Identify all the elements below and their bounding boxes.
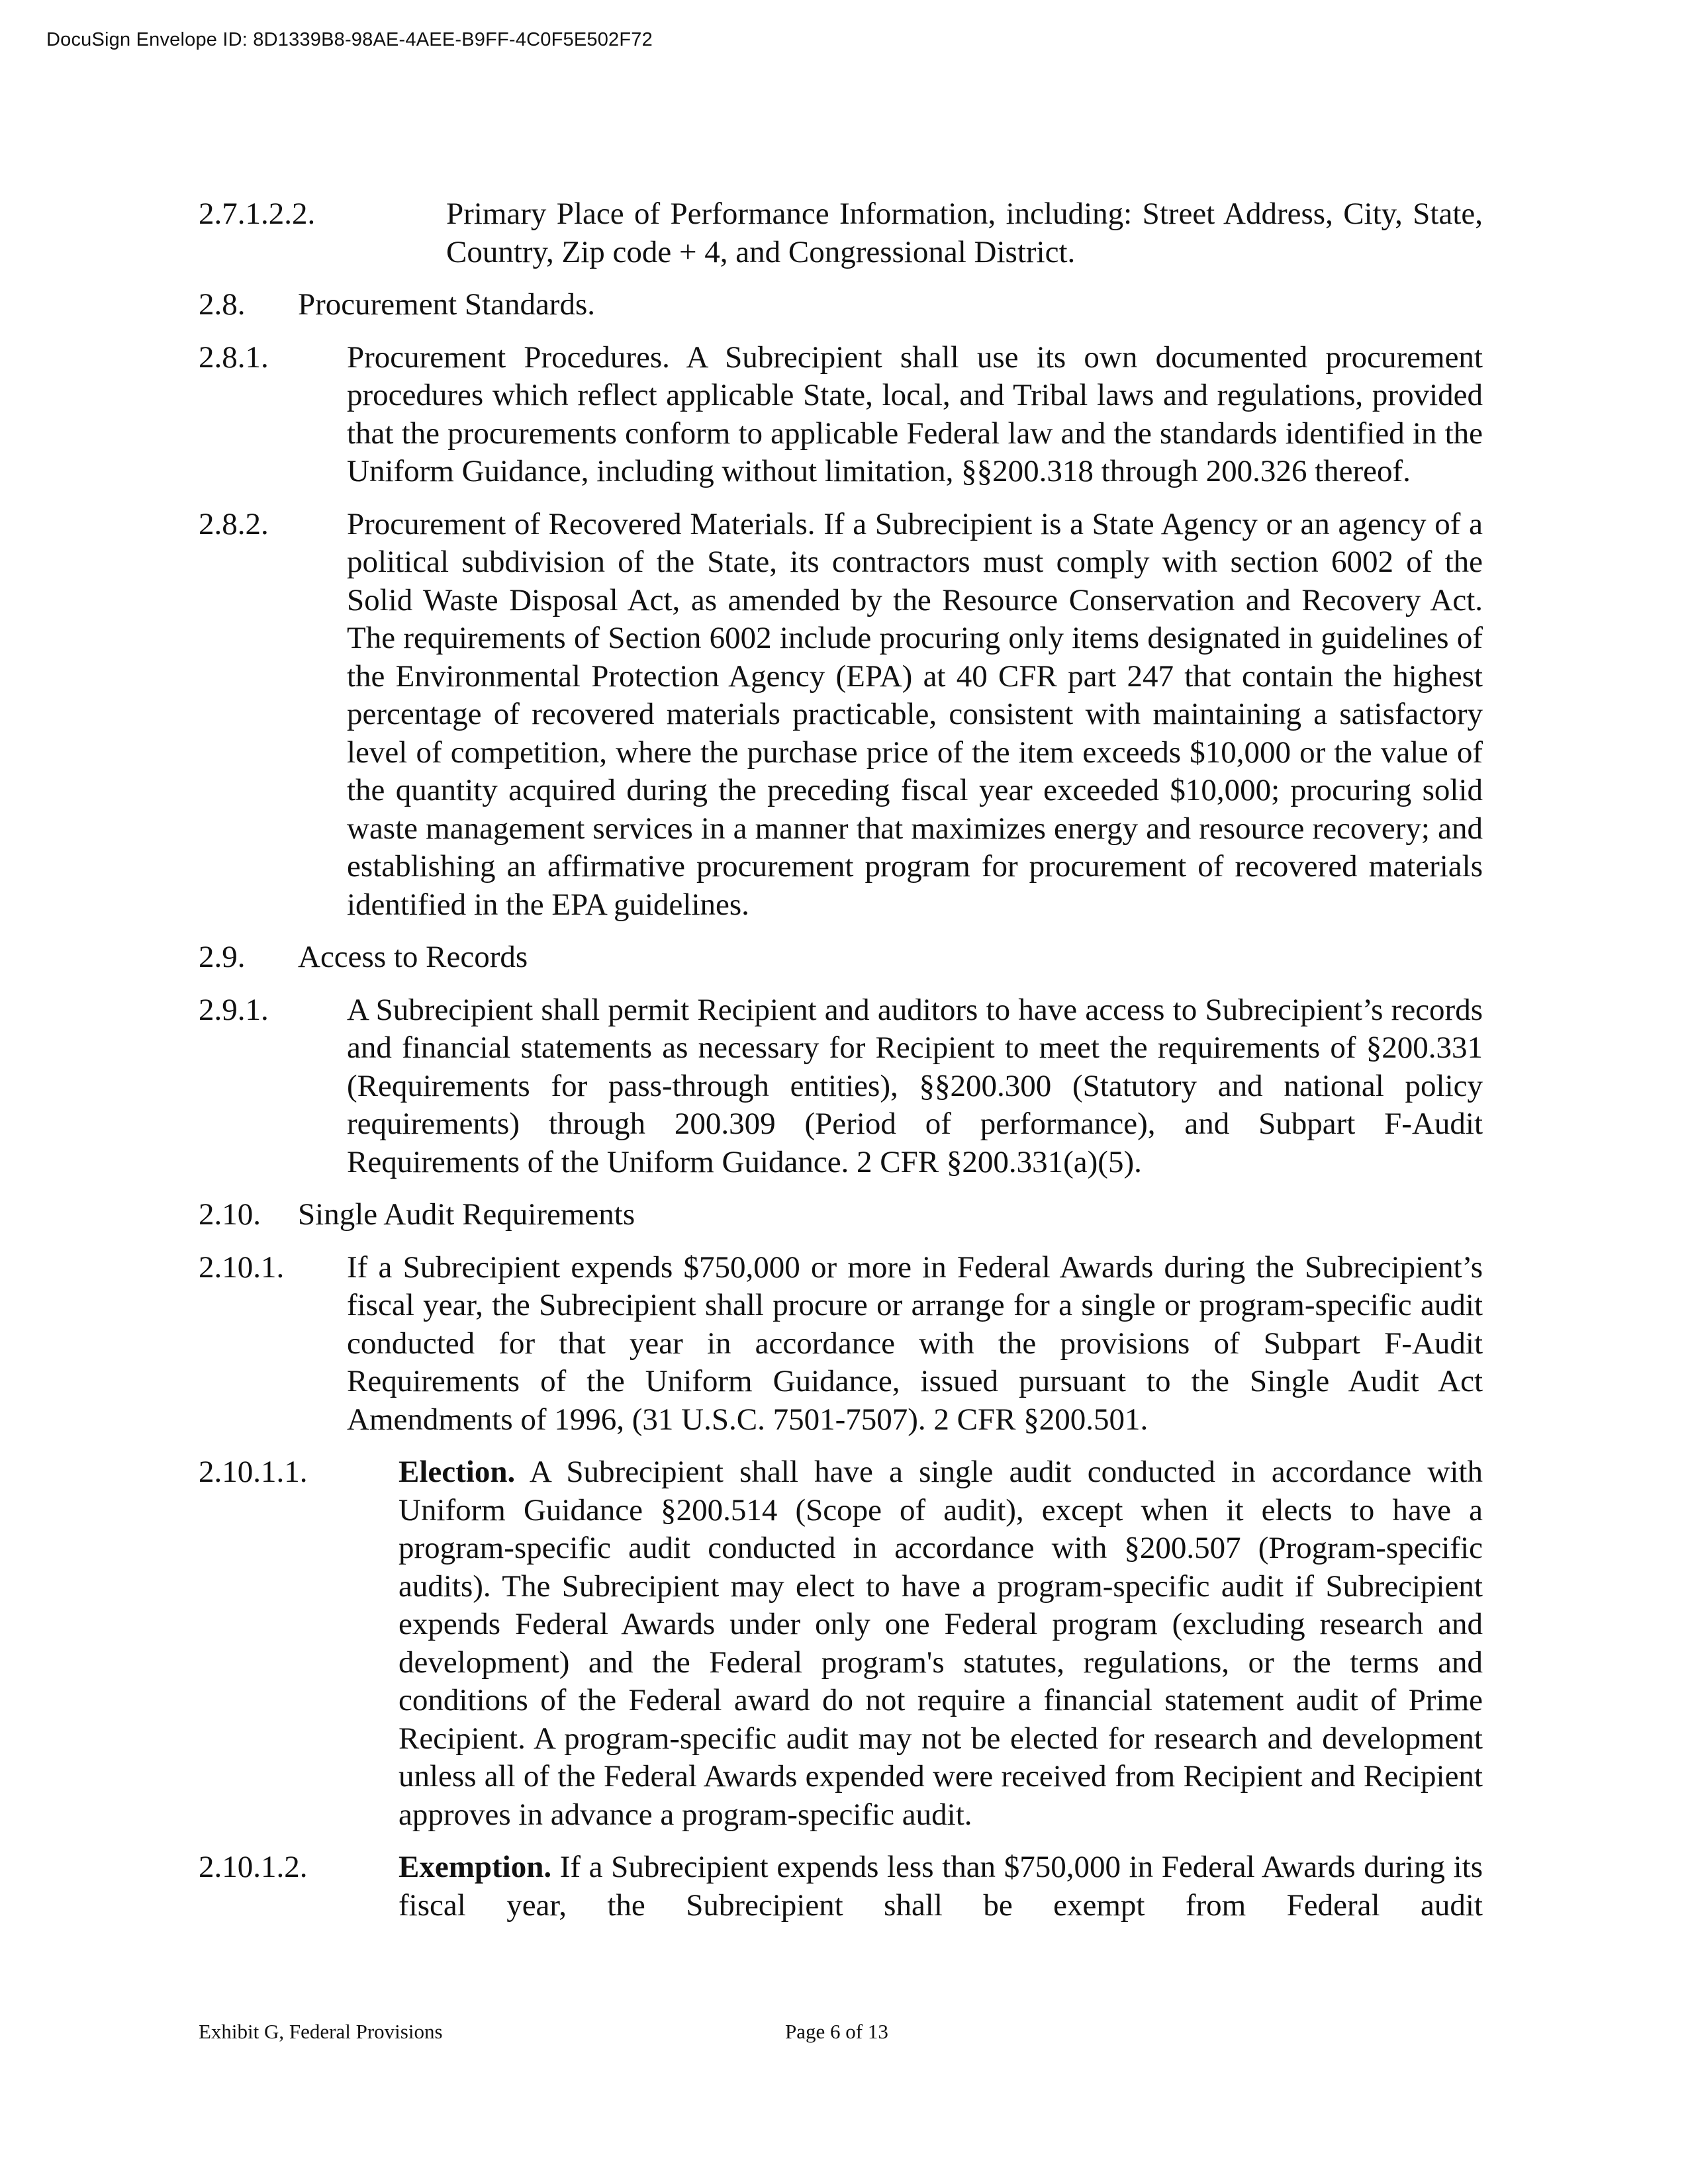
section-number: 2.10.1.: [199, 1250, 285, 1285]
section-2-10-1-1: [199, 1453, 1483, 1834]
section-number: 2.7.1.2.2.: [199, 197, 316, 231]
section-text: Procurement of Recovered Materials. If a Subrecipient is a State Agency or an agency of a political subdivision of the State, its contractors must comply with section 6002 of the Solid Waste Disposal Act, as amended by the Resource Conservation and Recovery Act. The requirements of Section 6002 include procuring only items designated in guidelines of the Environmental Protection Agency (EPA) at 40 CFR part 247 that contain the highest percentage of recovered materials practicable, consistent with maintaining a satisfactory level of competition, where the purchase price of the item exceeds $10,000 or the value of the quantity acquired during the preceding fiscal year exceeded $10,000; procuring solid waste management services in a manner that maximizes energy and resource recovery; and establishing an affirmative procurement program for procurement of recovered materials identified in the EPA guidelines.: [347, 506, 1483, 922]
section-heading: Procurement Standards.: [298, 287, 596, 322]
section-lead-exemption: Exemption.: [399, 1850, 552, 1884]
footer-exhibit-label: Exhibit G, Federal Provisions: [199, 2020, 443, 2043]
docusign-envelope-id: DocuSign Envelope ID: 8D1339B8-98AE-4AEE-B9FF-4C0F5E502F72: [46, 29, 653, 50]
section-number: 2.9.: [199, 940, 246, 974]
section-text: A Subrecipient shall permit Recipient and auditors to have access to Subrecipient’s records and financial statements as necessary for Recipient to meet the requirements of §200.331 (Requirements for pass-through entities), §§200.300 (Statutory and national policy requirements) through 200.309 (Period of performance), and Subpart F-Audit Requirements of the Uniform Guidance. 2 CFR §200.331(a)(5).: [347, 992, 1483, 1179]
section-heading: Access to Records: [298, 940, 528, 974]
section-number: 2.9.1.: [199, 992, 269, 1027]
section-text: If a Subrecipient expends $750,000 or more in Federal Awards during the Subrecipient’s fiscal year, the Subrecipient shall procure or arrange for a single or program-specific audit conducted for that year in accordance with the provisions of Subpart F-Audit Requirements of the Uniform Guidance, issued pursuant to the Single Audit Act Amendments of 1996, (31 U.S.C. 7501-7507). 2 CFR §200.501.: [347, 1250, 1483, 1437]
section-2-7-1-2-2: [199, 195, 1483, 271]
section-2-8-1: [199, 339, 1483, 491]
section-text: Procurement Procedures. A Subrecipient shall use its own documented procurement procedures which reflect applicable State, local, and Tribal laws and regulations, provided that the procurements conform to applicable Federal law and the standards identified in the Uniform Guidance, including without limitation, §§200.318 through 200.326 thereof.: [347, 340, 1483, 488]
section-text: [199, 1453, 1483, 1834]
section-number: 2.8.1.: [199, 340, 269, 375]
section-2-8-heading: [199, 286, 1483, 324]
section-2-8-2: [199, 506, 1483, 925]
section-lead-election: Election.: [399, 1455, 516, 1489]
footer-page-number: Page 6 of 13: [785, 2020, 888, 2043]
section-2-10-1-2: [199, 1848, 1483, 1925]
section-number: 2.10.1.2.: [199, 1850, 308, 1884]
section-number: 2.10.1.1.: [199, 1455, 308, 1489]
section-number: 2.8.: [199, 287, 246, 322]
section-2-10-heading: [199, 1196, 1483, 1234]
section-number: 2.10.: [199, 1197, 261, 1232]
section-body: If a Subrecipient expends less than $750,000 in Federal Awards during its fiscal year, the Subrecipient shall be exempt from Federal audit: [399, 1850, 1483, 1923]
section-number: 2.8.2.: [199, 506, 269, 541]
section-text: [199, 1848, 1483, 1925]
section-2-10-1: [199, 1249, 1483, 1439]
section-text: Primary Place of Performance Information, including: Street Address, City, State, Country, Zip code + 4, and Congressional District.: [446, 197, 1483, 269]
section-2-9-1: [199, 991, 1483, 1182]
document-body: [199, 195, 1483, 1939]
section-2-9-heading: [199, 938, 1483, 977]
section-heading: Single Audit Requirements: [298, 1197, 635, 1232]
section-body: A Subrecipient shall have a single audit conducted in accordance with Uniform Guidance §200.514 (Scope of audit), except when it elects to have a program-specific audit conducted in accordance with §200.507 (Program-specific audits). The Subrecipient may elect to have a program-specific audit if Subrecipient expends Federal Awards under only one Federal program (excluding research and development) and the Federal program's statutes, regulations, or the terms and conditions of the Federal award do not require a financial statement audit of Prime Recipient. A program-specific audit may not be elected for research and development unless all of the Federal Awards expended were received from Recipient and Recipient approves in advance a program-specific audit.: [399, 1455, 1483, 1832]
